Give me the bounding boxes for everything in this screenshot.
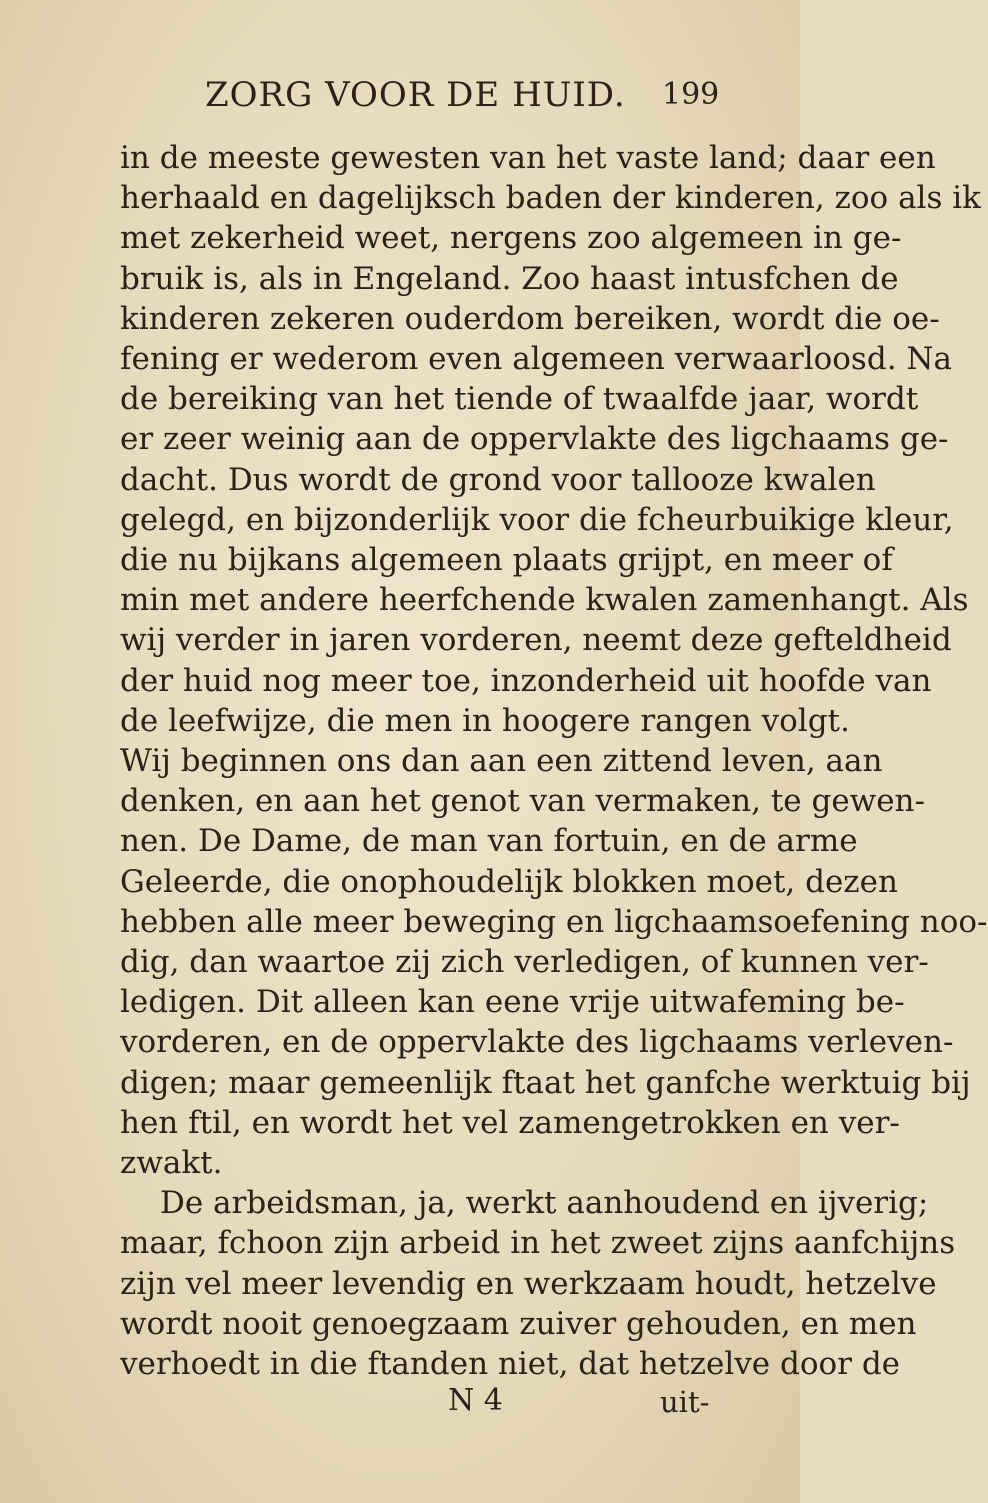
text-line: De arbeidsman, ja, werkt aanhoudend en ijverig; bbox=[160, 1185, 929, 1222]
text-line: der huid nog meer toe, inzonderheid uit hoofde van bbox=[120, 662, 932, 699]
text-line: met zekerheid weet, nergens zoo algemeen in ge- bbox=[120, 220, 902, 257]
text-line: nen. De Dame, de man van fortuin, en de arme bbox=[120, 823, 858, 860]
text-line: die nu bijkans algemeen plaats grijpt, en meer of bbox=[120, 542, 893, 578]
text-line: digen; maar gemeenlijk ftaat het ganfche werktuig bij bbox=[120, 1064, 971, 1101]
page-number: 199 bbox=[662, 77, 720, 112]
text-line: ledigen. Dit alleen kan eene vrije uitwafeming be- bbox=[120, 984, 905, 1021]
text-line: hen ftil, en wordt het vel zamengetrokken en ver- bbox=[120, 1104, 900, 1141]
catchword: uit- bbox=[660, 1385, 710, 1419]
text-line: wij verder in jaren vorderen, neemt deze gefteldheid bbox=[120, 622, 952, 659]
running-title: ZORG VOOR DE HUID. bbox=[205, 75, 626, 115]
text-line: Wij beginnen ons dan aan een zittend leven, aan bbox=[120, 743, 883, 779]
text-line: in de meeste gewesten van het vaste land; daar een bbox=[120, 140, 936, 176]
text-line: de leefwijze, die men in hoogere rangen volgt. bbox=[120, 702, 850, 739]
text-line: dacht. Dus wordt de grond voor tallooze kwalen bbox=[120, 461, 876, 498]
text-line: vorderen, en de oppervlakte des ligchaams verleven- bbox=[120, 1024, 954, 1061]
text-line: verhoedt in die ftanden niet, dat hetzelve door de bbox=[120, 1346, 901, 1382]
text-line: zwakt. bbox=[120, 1145, 223, 1181]
text-line: kinderen zekeren ouderdom bereiken, wordt die oe- bbox=[120, 300, 940, 337]
text-line: denken, en aan het genot van vermaken, te gewen- bbox=[120, 783, 926, 820]
text-line: dig, dan waartoe zij zich verledigen, of kunnen ver- bbox=[120, 944, 929, 980]
signature-mark: N 4 bbox=[448, 1383, 503, 1418]
text-line: fening er wederom even algemeen verwaarloosd. Na bbox=[120, 341, 953, 377]
text-line: zijn vel meer levendig en werkzaam houdt, hetzelve bbox=[120, 1265, 937, 1302]
text-line: min met andere heerfchende kwalen zamenhangt. Als bbox=[120, 582, 969, 619]
text-line: bruik is, als in Engeland. Zoo haast intusfchen de bbox=[120, 260, 899, 297]
text-line: er zeer weinig aan de oppervlakte des ligchaams ge- bbox=[120, 421, 949, 458]
text-line: hebben alle meer beweging en ligchaamsoefening noo- bbox=[120, 903, 988, 940]
text-line: herhaald en dagelijksch baden der kinderen, zoo als ik bbox=[120, 180, 981, 217]
text-line: wordt nooit genoegzaam zuiver gehouden, en men bbox=[120, 1305, 917, 1342]
text-line: maar, fchoon zijn arbeid in het zweet zijns aanfchijns bbox=[120, 1225, 956, 1262]
text-line: de bereiking van het tiende of twaalfde jaar, wordt bbox=[120, 381, 919, 418]
text-line: gelegd, en bijzonderlijk voor die fcheurbuikige kleur, bbox=[120, 501, 954, 538]
text-line: Geleerde, die onophoudelijk blokken moet, dezen bbox=[120, 863, 898, 900]
